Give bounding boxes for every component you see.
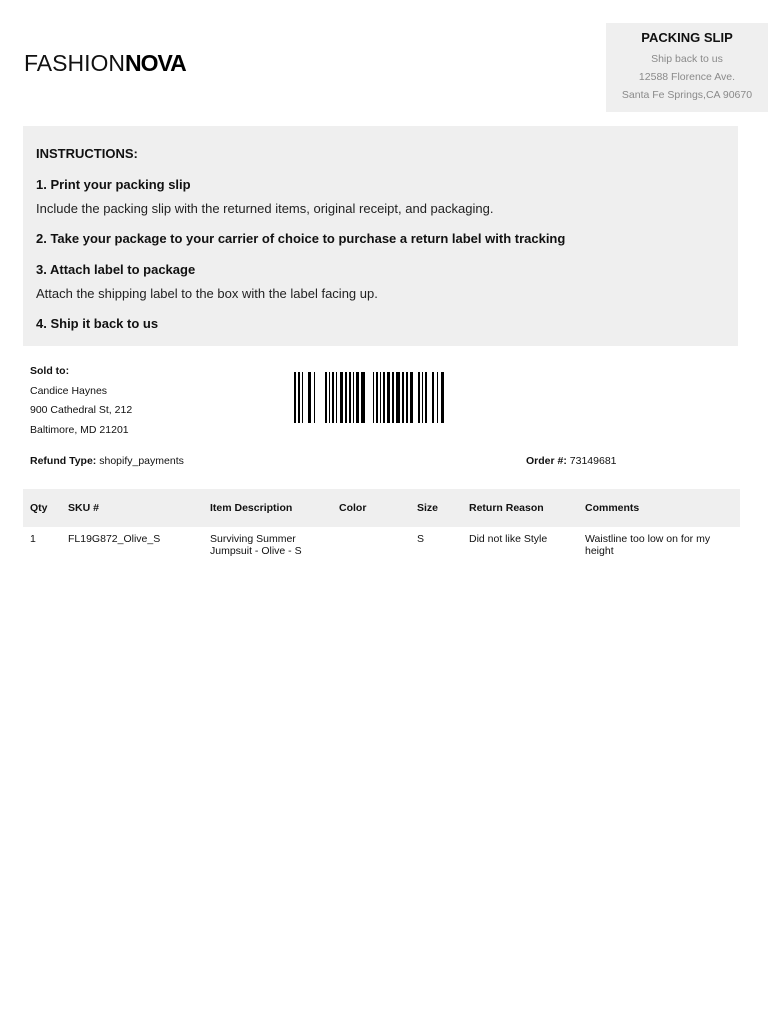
row-comments-line2: height — [585, 545, 614, 557]
instructions-heading: INSTRUCTIONS: — [36, 146, 138, 161]
step-1-title: 1. Print your packing slip — [36, 177, 191, 192]
return-address-line2: Santa Fe Springs,CA 90670 — [621, 89, 753, 101]
brand-logo — [24, 50, 186, 76]
logo-light-text: FASHION — [24, 50, 125, 76]
customer-city: Baltimore, MD 21201 — [30, 423, 129, 436]
header-size: Size — [417, 502, 439, 514]
instructions-panel — [23, 126, 738, 346]
packing-slip-title: PACKING SLIP — [641, 30, 733, 45]
row-size: S — [417, 533, 425, 545]
sold-to-label: Sold to: — [30, 365, 70, 377]
customer-name: Candice Haynes — [30, 384, 108, 397]
header-sku: SKU # — [68, 502, 99, 514]
header-color: Color — [339, 502, 367, 514]
row-description — [210, 533, 330, 557]
packing-slip-box — [606, 23, 768, 112]
row-comments-line1: Waistline too low on for my — [585, 533, 711, 545]
step-1-text: Include the packing slip with the returned items, original receipt, and packaging. — [36, 201, 494, 216]
header-return-reason: Return Reason — [469, 502, 544, 514]
row-comments — [585, 533, 735, 557]
table-row — [23, 527, 740, 567]
row-sku: FL19G872_Olive_S — [68, 533, 161, 545]
row-description-line1: Surviving Summer — [210, 533, 296, 545]
order-number — [526, 454, 617, 468]
row-return-reason: Did not like Style — [469, 533, 548, 545]
refund-type-value: shopify_payments — [99, 455, 184, 467]
sold-to-block — [30, 362, 230, 440]
logo-bold-text: NOVA — [124, 50, 186, 76]
header-qty: Qty — [30, 502, 48, 514]
header-comments: Comments — [585, 502, 640, 514]
row-description-line2: Jumpsuit - Olive - S — [210, 545, 302, 557]
return-address-line1: 12588 Florence Ave. — [638, 71, 736, 83]
customer-street: 900 Cathedral St, 212 — [30, 404, 133, 416]
row-qty: 1 — [30, 533, 36, 545]
refund-type-label: Refund Type: — [30, 455, 97, 467]
ship-back-label: Ship back to us — [651, 53, 723, 65]
step-3-title: 3. Attach label to package — [36, 262, 196, 277]
order-number-value: 73149681 — [569, 455, 617, 467]
header-description: Item Description — [210, 502, 293, 514]
order-number-label: Order #: — [526, 455, 567, 467]
barcode-image — [294, 372, 444, 423]
refund-type — [30, 454, 184, 468]
step-2-title: 2. Take your package to your carrier of choice to purchase a return label with tracking — [36, 231, 566, 246]
step-3-text: Attach the shipping label to the box with the label facing up. — [36, 286, 378, 301]
step-4-title: 4. Ship it back to us — [36, 316, 159, 331]
items-table-header — [23, 489, 740, 527]
